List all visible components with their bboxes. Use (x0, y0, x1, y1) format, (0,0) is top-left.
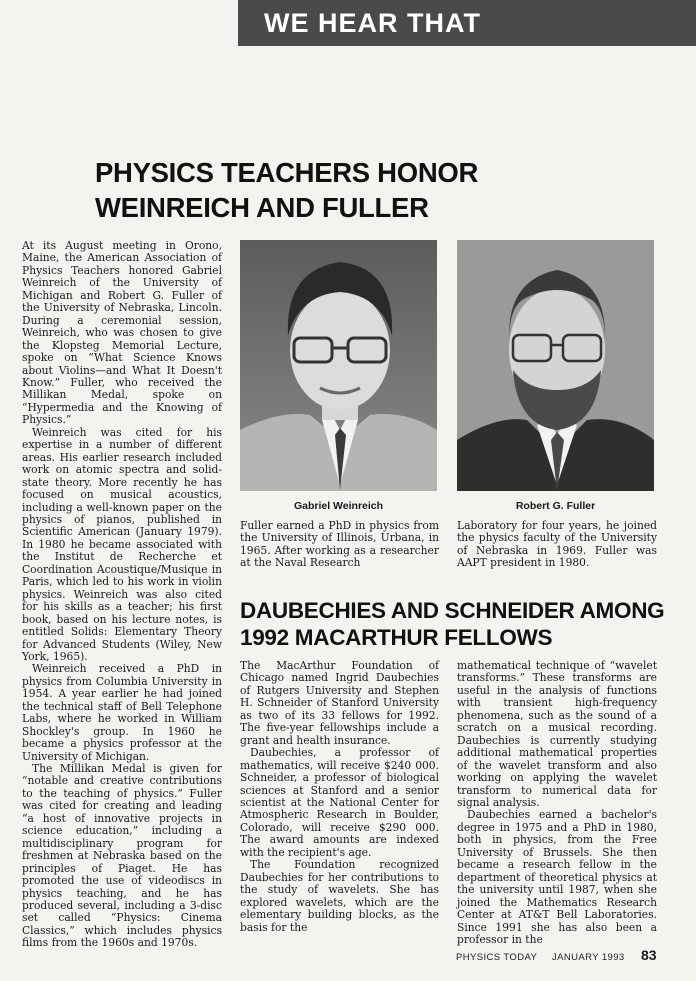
article1-title (95, 155, 515, 225)
paragraph: Daubechies, a professor of mathematics, will receive $240 000. Schneider, a professor of biological sciences at Stanford and a senior scientist at the National Center for Atmospheric Research in Boulder, Colorado, will receive $290 000. The award amounts are indexed with the recipient's age. (240, 746, 439, 859)
paragraph: The MacArthur Foundation of Chicago named Ingrid Daubechies of Rutgers University and Stephen H. Schneider of Stanford University as two of its 33 fellows for 1992. The five-year fellowships include a grant and health insurance. (240, 659, 439, 747)
footer-journal: PHYSICS TODAY (456, 952, 538, 963)
paragraph: Laboratory for four years, he joined the physics faculty of the University of Nebraska in 1969. Fuller was AAPT president in 1980. (457, 519, 657, 570)
photo-gabriel-weinreich (240, 240, 437, 491)
article2-title-line1: DAUBECHIES AND SCHNEIDER AMONG (240, 598, 665, 623)
article2-column2 (240, 660, 439, 940)
paragraph: mathematical technique of “wavelet transforms.” These transforms are useful in the analysis of functions with transient high-frequency phenomena, such as the sound of a scratch on a musical recording. Daubechies is currently studying additional mathematical properties of the wavelet transform and also working on applying the wavelet transform to numerical data for signal analysis. (457, 659, 657, 809)
paragraph: The Foundation recognized Daubechies for her contributions to the study of wavelets. She has explored wavelets, which are the elementary building blocks, as the basis for the (240, 858, 439, 934)
paragraph: Fuller earned a PhD in physics from the University of Illinois, Urbana, in 1965. After working as a researcher at the Naval Research (240, 519, 439, 570)
paragraph: At its August meeting in Orono, Maine, the American Association of Physics Teachers honored Gabriel Weinreich of the University of Michigan and Robert G. Fuller of the University of Nebraska, Lincoln. During a ceremonial session, Weinreich, who was chosen to give the Klopsteg Memorial Lecture, spoke on “What Science Knows about Violins—and What It Doesn't Know.” Fuller, who received the Millikan Medal, spoke on “Hypermedia and the Knowing of Physics.” (22, 239, 222, 427)
article2-column3 (457, 659, 657, 946)
photo1-caption: Gabriel Weinreich (293, 500, 384, 512)
paragraph: Weinreich received a PhD in physics from Columbia University in 1954. A year earlier he had joined the technical staff of Bell Telephone Labs, where he worked in William Shockley's group. In 1960 he became a physics professor at the University of Michigan. (22, 662, 222, 763)
paragraph: The Millikan Medal is given for “notable and creative contributions to the teaching of physics.” Fuller was cited for creating and leading “a host of innovative projects in science education,” including a multidisciplinary program for freshmen at Nebraska based on the principles of Piaget. He has promoted the use of videodiscs in physics teaching, and he has produced several, including a 3-disc set called “Physics: Cinema Classics,” which includes physics films from the 1960s and 1970s. (22, 762, 222, 950)
article1-title-line1: PHYSICS TEACHERS HONOR (95, 157, 479, 188)
page-number: 83 (641, 947, 657, 963)
article1-column2 (240, 520, 439, 572)
article1-column3 (457, 520, 657, 572)
paragraph: Daubechies earned a bachelor's degree in 1975 and a PhD in 1980, both in physics, from the Free University of Brussels. She then became a research fellow in the department of theoretical physics at the university until 1987, when she joined the Mathematics Research Center at AT&T Bell Laboratories. Since 1991 she has also been a professor in the (457, 808, 657, 946)
article2-title (240, 597, 690, 651)
section-banner: WE HEAR THAT (238, 0, 696, 46)
photo-robert-fuller (457, 240, 654, 491)
photo2-caption: Robert G. Fuller (515, 500, 596, 512)
article2-title-line2: 1992 MACARTHUR FELLOWS (240, 625, 553, 650)
article1-column1 (22, 239, 222, 950)
article1-title-line2: WEINREICH AND FULLER (95, 192, 429, 223)
footer-issue: JANUARY 1993 (552, 952, 625, 963)
paragraph: Weinreich was cited for his expertise in a number of different areas. His earlier research included work on atomic spectra and solid-state theory. More recently he has focused on musical acoustics, including a well-known paper on the physics of pianos, published in Scientific American (January 1979). In 1980 he became associated with the Institut de Recherche et Coordination Acoustique/Musique in Paris, which led to his work in violin physics. Weinreich was also cited for his skills as a teacher; his first book, based on his lecture notes, is entitled Solids: Elementary Theory for Advanced Students (Wiley, New York, 1965). (22, 425, 222, 663)
